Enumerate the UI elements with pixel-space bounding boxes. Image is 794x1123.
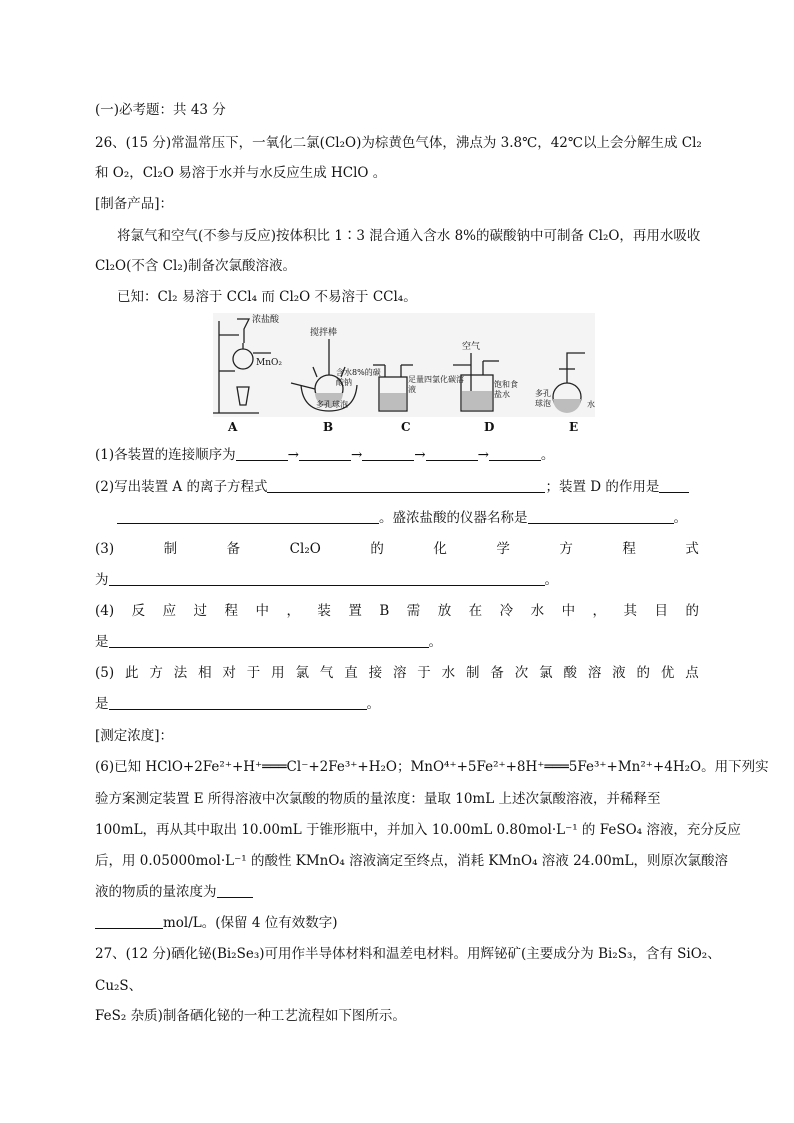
p4-char-18: 目 [654,603,668,619]
answer-blank-2b[interactable] [117,509,379,524]
p5-char-11: 接 [368,665,383,681]
p5-char-14: 水 [441,665,456,681]
p4-char-19: 的 [685,603,699,619]
answer-blank-3[interactable] [109,571,545,586]
question-6-line1: (6)已知 HClO+2Fe²⁺+H⁺═══Cl⁻+2Fe³⁺+H₂O；MnO⁴⁺+5Fe²⁺+8H⁺═══5Fe³⁺+Mn²⁺+4H₂O。用下列实 [95,759,769,775]
p5-char-5: 对 [222,665,236,681]
p4-char-10: 需 [406,603,421,619]
prep-line1: 将氯气和空气(不参与反应)按体积比 1∶3 混合通入含水 8%的碳酸钠中可制备 Cl₂O，再用水吸收 [117,228,701,244]
p5-char-12: 溶 [392,665,407,681]
answer-blank-1d[interactable] [426,446,478,461]
answer-blank-1b[interactable] [299,446,351,461]
p5-char-16: 备 [490,665,504,681]
p5-char-15: 制 [466,665,480,681]
p5-char-0: (5) [95,665,115,681]
p4-char-2: 应 [162,603,177,619]
p3-char-1: 制 [163,541,178,557]
q27-line3: FeS₂ 杂质)制备硒化铋的一种工艺流程如下图所示。 [95,1008,406,1024]
p4-char-7: 装 [317,603,331,619]
p4-char-5: 中 [255,603,269,619]
p4-char-9: B [379,603,390,619]
p5-char-24: 点 [685,665,699,681]
answer-blank-5[interactable] [109,695,367,710]
question-3-line1 [95,539,699,559]
label-ccl4: 足量四氯化碳溶液 [408,375,464,394]
p5-char-7: 用 [271,665,285,681]
p5-char-4: 相 [198,665,212,681]
q27-line2: Cu₂S、 [95,978,143,994]
label-stirrer: 搅拌棒 [310,328,338,338]
apparatus-label-c: C [401,420,411,434]
p3-char-9: 式 [685,541,699,557]
p5-char-17: 次 [514,665,529,681]
p5-char-21: 液 [612,665,626,681]
answer-blank-2a[interactable] [267,478,545,493]
answer-blank-1c[interactable] [362,446,414,461]
q26-intro-line1: 26、(15 分)常温常压下，一氧化二氯(Cl₂O)为棕黄色气体，沸点为 3.8℃，42℃以上会分解生成 Cl₂ [95,135,702,151]
section-header: (一)必考题：共 43 分 [95,102,226,118]
question-6-line6: mol/L。(保留 4 位有效数字) [95,913,337,933]
p4-char-6: ， [286,603,300,619]
label-air: 空气 [462,342,481,352]
p4-char-15: 中 [561,603,576,619]
p5-char-19: 酸 [563,665,577,681]
question-6-line3: 100mL，再从其中取出 10.00mL 于锥形瓶中，并加入 10.00mL 0.80mol·L⁻¹ 的 FeSO₄ 溶液，充分反应 [95,822,741,838]
p4-char-8: 置 [348,603,362,619]
answer-blank-6a[interactable] [217,883,253,898]
question-2-line1: (2)写出装置 A 的离子方程式 ；装置 D 的作用是 [95,477,689,497]
answer-blank-1a[interactable] [236,446,288,461]
label-na2co3: 含水8%的碳酸钠 [336,368,381,387]
p5-char-8: 氯 [295,665,309,681]
apparatus-label-e: E [569,420,579,434]
answer-blank-6b[interactable] [95,914,163,929]
p3-char-8: 程 [622,541,636,557]
prep-heading: [制备产品]： [95,196,174,212]
p5-char-2: 方 [149,665,163,681]
label-porous-e: 多孔球泡 [535,389,551,408]
p4-char-17: 其 [623,603,638,619]
p5-char-22: 的 [636,665,651,681]
question-6-line5: 液的物质的量浓度为 [95,882,253,902]
p3-char-5: 化 [433,541,447,557]
p3-char-3: Cl₂O [289,541,321,557]
p4-char-11: 放 [437,603,452,619]
label-brine: 饱和食盐水 [494,380,518,399]
p5-char-18: 氯 [539,665,553,681]
prep-line2: Cl₂O(不含 Cl₂)制备次氯酸溶液。 [95,258,297,274]
apparatus-label-a: A [228,420,238,434]
question-5-line2: 是 。 [95,696,380,712]
question-2-line2: 。盛浓盐酸的仪器名称是 。 [117,508,687,528]
p4-char-12: 在 [468,603,483,619]
p3-char-7: 方 [559,541,573,557]
p4-char-3: 过 [193,603,208,619]
answer-blank-2c[interactable] [528,509,674,524]
p3-char-4: 的 [370,541,384,557]
p5-char-10: 直 [344,665,358,681]
p5-char-23: 优 [660,665,675,681]
p4-char-16: ， [592,603,607,619]
answer-blank-1e[interactable] [489,446,541,461]
label-conc-hcl: 浓盐酸 [252,315,280,325]
answer-blank-2b-start[interactable] [659,478,689,493]
p5-char-3: 法 [173,665,188,681]
answer-blank-4[interactable] [109,633,429,648]
known-line: 已知：Cl₂ 易溶于 CCl₄ 而 Cl₂O 不易溶于 CCl₄。 [117,289,417,305]
apparatus-label-b: B [323,420,334,434]
question-6-line4: 后，用 0.05000mol·L⁻¹ 的酸性 KMnO₄ 溶液滴定至终点，消耗 KMnO₄ 溶液 24.00mL，则原次氯酸溶 [95,853,728,869]
question-6-line2: 验方案测定装置 E 所得溶液中次氯酸的物质的量浓度：量取 10mL 上述次氯酸溶液，并稀释至 [95,791,661,807]
p4-char-1: 反 [131,603,146,619]
question-4-line1 [95,601,699,621]
apparatus-figure [213,313,595,435]
q27-line1: 27、(12 分)硒化铋(Bi₂Se₃)可用作半导体材料和温差电材料。用辉铋矿(主要成分为 Bi₂S₃，含有 SiO₂、 [95,946,721,962]
question-1: (1)各装置的连接顺序为 → → → → 。 [95,447,555,463]
p5-char-20: 溶 [587,665,602,681]
p5-char-9: 气 [319,665,334,681]
p3-char-6: 学 [496,541,510,557]
p4-char-4: 程 [224,603,238,619]
apparatus-label-d: D [484,420,495,434]
q26-intro-line2: 和 O₂，Cl₂O 易溶于水并与水反应生成 HClO 。 [95,165,387,181]
question-5-line1 [95,663,699,683]
p5-char-13: 于 [417,665,431,681]
p4-char-0: (4) [95,603,115,619]
label-mno2: MnO₂ [256,358,282,368]
label-porous: 多孔球泡 [316,400,348,409]
p5-char-6: 于 [246,665,261,681]
measure-heading: [测定浓度]： [95,728,174,744]
label-water: 水 [587,400,595,409]
p5-char-1: 此 [124,665,139,681]
p4-char-14: 水 [530,603,545,619]
question-4-line2: 是 。 [95,634,442,650]
p3-char-2: 备 [226,541,241,557]
p3-char-0: (3) [95,541,115,557]
question-3-line2: 为 。 [95,572,558,588]
p4-char-13: 冷 [499,603,514,619]
